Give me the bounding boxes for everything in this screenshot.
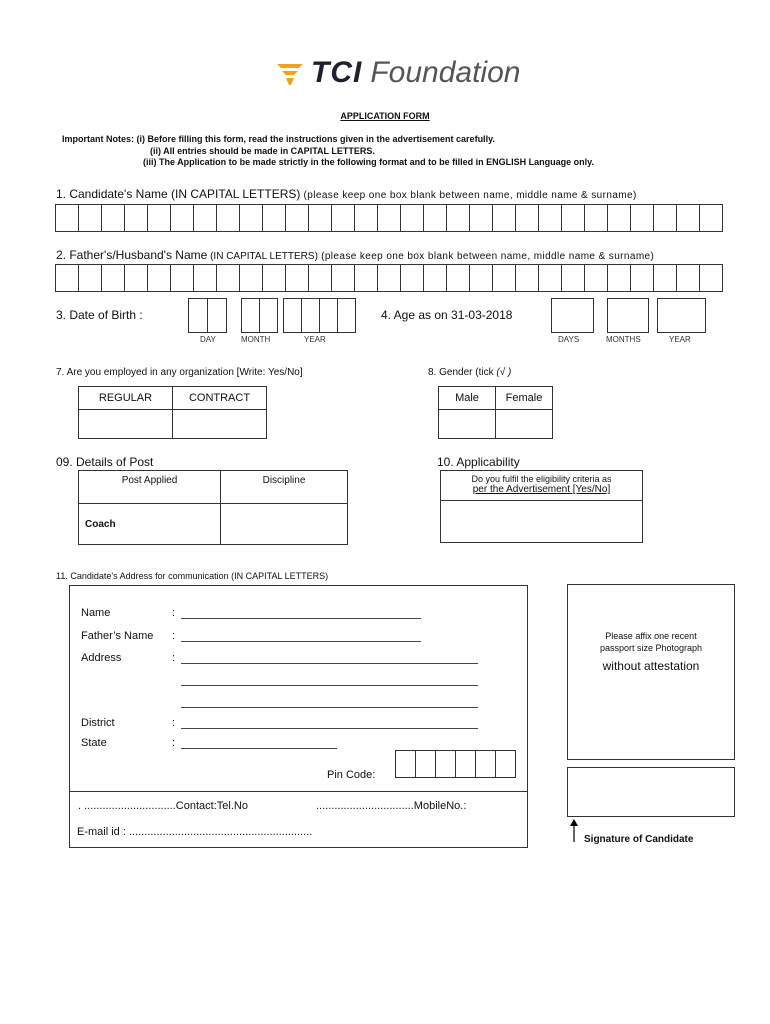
address-divider [69, 791, 528, 792]
addr-father-colon: : [172, 630, 176, 642]
dob-day-boxes[interactable] [188, 298, 226, 333]
char-box[interactable] [331, 204, 355, 232]
char-box[interactable] [308, 264, 332, 292]
name-field[interactable] [181, 606, 421, 619]
photo-text-3: without attestation [602, 659, 700, 673]
char-box[interactable] [446, 264, 470, 292]
age-days-label: DAYS [558, 335, 580, 344]
char-box[interactable] [101, 264, 125, 292]
discipline-cell[interactable] [221, 504, 348, 545]
state-field[interactable] [181, 736, 337, 749]
char-box[interactable] [446, 204, 470, 232]
applicability-text-1: Do you fulfil the eligibility criteria as [471, 474, 612, 484]
father-name-boxes[interactable] [55, 264, 722, 292]
char-box[interactable] [377, 264, 401, 292]
address-field-line-2[interactable] [181, 673, 478, 686]
q1-label-text: 1. Candidate's Name (IN CAPITAL LETTERS) [56, 187, 301, 201]
applicability-text-2: per the Advertisement [Yes/No] [472, 484, 611, 495]
char-box[interactable] [607, 264, 631, 292]
photo-text-2: passport size Photograph [599, 643, 703, 653]
char-box[interactable] [607, 204, 631, 232]
pin-code-label: Pin Code: [327, 769, 376, 781]
applicability-header [441, 471, 642, 501]
char-box[interactable] [630, 204, 654, 232]
applicability-answer-cell[interactable] [441, 501, 642, 542]
q4-label: 4. Age as on 31-03-2018 [381, 308, 513, 322]
addr-address-label: Address [81, 652, 122, 664]
dob-day-label: DAY [200, 335, 216, 344]
q1-hint: (please keep one box blank between name, middle name & surname) [300, 190, 637, 201]
char-box[interactable] [170, 204, 194, 232]
char-box[interactable] [492, 264, 516, 292]
age-months-label: MONTHS [606, 335, 641, 344]
q1-label [56, 187, 637, 201]
contact-mobile-label[interactable]: ................................MobileNo.: [316, 800, 467, 812]
q10-label: 10. Applicability [437, 455, 520, 469]
district-field[interactable] [181, 716, 478, 729]
email-label[interactable]: E-mail id : ............................................................ [77, 826, 313, 838]
addr-name-label: Name [81, 607, 111, 619]
char-box[interactable] [147, 264, 171, 292]
note-2: (ii) All entries should be made in CAPITAL LETTERS. [150, 146, 375, 156]
char-box[interactable] [285, 264, 309, 292]
dob-month-label: MONTH [241, 335, 271, 344]
char-box[interactable] [423, 264, 447, 292]
addr-state-label: State [81, 737, 107, 749]
char-box[interactable] [699, 264, 723, 292]
char-box[interactable] [515, 264, 539, 292]
discipline-header: Discipline [221, 471, 348, 504]
dob-month-boxes[interactable] [241, 298, 277, 333]
char-box[interactable] [676, 264, 700, 292]
char-box[interactable] [400, 264, 424, 292]
address-field-line-3[interactable] [181, 695, 478, 708]
employment-regular-header: REGULAR [79, 387, 173, 410]
employment-regular-cell[interactable] [79, 410, 173, 439]
char-box[interactable] [193, 264, 217, 292]
q9-label: 09. Details of Post [56, 455, 154, 469]
dob-year-label: YEAR [304, 335, 326, 344]
photo-text-1: Please affix one recent [605, 631, 697, 641]
char-box[interactable] [331, 264, 355, 292]
char-box[interactable] [676, 204, 700, 232]
q3-label: 3. Date of Birth : [56, 308, 143, 322]
addr-district-label: District [81, 717, 115, 729]
form-title: APPLICATION FORM [340, 111, 430, 121]
address-field-line-1[interactable] [181, 651, 478, 664]
age-days-box[interactable] [551, 298, 594, 333]
char-box[interactable] [492, 204, 516, 232]
age-months-box[interactable] [607, 298, 649, 333]
addr-state-colon: : [172, 737, 176, 749]
char-box[interactable] [170, 264, 194, 292]
applicability-box [440, 470, 643, 543]
signature-box[interactable] [567, 767, 735, 817]
q8-label-text: 8. Gender (tick [428, 367, 497, 378]
addr-name-colon: : [172, 607, 176, 619]
char-box[interactable] [193, 204, 217, 232]
photo-box[interactable] [567, 584, 735, 760]
logo-tci-text: TCI [311, 56, 363, 89]
q2-label-text: 2. Father's/Husband's Name [56, 248, 208, 262]
addr-district-colon: : [172, 717, 176, 729]
char-box[interactable] [538, 204, 562, 232]
logo-foundation-text: Foundation [370, 56, 521, 89]
char-box[interactable] [515, 204, 539, 232]
q2-caps: (IN CAPITAL LETTERS) [207, 251, 318, 262]
char-box[interactable] [469, 264, 493, 292]
signature-label: Signature of Candidate [584, 834, 694, 845]
pin-code-boxes[interactable] [395, 750, 515, 778]
addr-address-colon: : [172, 652, 176, 664]
char-box[interactable] [124, 204, 148, 232]
q7-label: 7. Are you employed in any organization [Write: Yes/No] [56, 367, 303, 378]
gender-female-header: Female [496, 387, 553, 410]
char-box[interactable] [239, 204, 263, 232]
employment-table [78, 386, 267, 439]
char-box[interactable] [561, 204, 585, 232]
post-coach-cell: Coach [79, 504, 221, 545]
char-box[interactable] [285, 204, 309, 232]
char-box[interactable] [101, 204, 125, 232]
char-box[interactable] [55, 204, 79, 232]
age-year-label: YEAR [669, 335, 691, 344]
char-box[interactable] [354, 204, 378, 232]
char-box[interactable] [653, 264, 677, 292]
gender-male-cell[interactable] [439, 410, 496, 439]
employment-contract-cell[interactable] [173, 410, 267, 439]
char-box[interactable] [538, 264, 562, 292]
char-box[interactable] [699, 204, 723, 232]
tci-logo [275, 55, 520, 91]
tci-logo-icon [275, 58, 305, 88]
char-box[interactable] [630, 264, 654, 292]
addr-father-label: Father’s Name [81, 630, 154, 642]
contact-tel-label[interactable]: . ..............................Contact:Tel.No [78, 800, 248, 812]
father-name-field[interactable] [181, 629, 421, 642]
arrow-up-icon [569, 819, 579, 843]
gender-male-header: Male [439, 387, 496, 410]
char-box[interactable] [584, 264, 608, 292]
char-box[interactable] [561, 264, 585, 292]
char-box[interactable] [78, 264, 102, 292]
post-details-table [78, 470, 348, 545]
char-box[interactable] [55, 264, 79, 292]
age-year-box[interactable] [657, 298, 706, 333]
gender-female-cell[interactable] [496, 410, 553, 439]
note-1: Important Notes: (i) Before filling this form, read the instructions given in the advertisement carefully. [62, 134, 495, 144]
q11-label: 11. Candidate's Address for communication (IN CAPITAL LETTERS) [56, 571, 329, 581]
char-box[interactable] [216, 204, 240, 232]
employment-contract-header: CONTRACT [173, 387, 267, 410]
char-box[interactable] [653, 204, 677, 232]
note-3: (iii) The Application to be made strictly in the following format and to be filled in ENGLISH Language only. [143, 157, 595, 167]
char-box[interactable] [262, 204, 286, 232]
q2-label [56, 248, 654, 262]
post-applied-header: Post Applied [79, 471, 221, 504]
candidate-name-boxes[interactable] [55, 204, 722, 232]
tick-mark: (√ ) [496, 367, 512, 378]
char-box[interactable] [147, 204, 171, 232]
char-box[interactable] [377, 204, 401, 232]
char-box[interactable] [262, 264, 286, 292]
char-box[interactable] [78, 204, 102, 232]
q8-label [428, 367, 511, 378]
char-box[interactable] [423, 204, 447, 232]
char-box[interactable] [584, 204, 608, 232]
gender-table [438, 386, 553, 439]
char-box[interactable] [216, 264, 240, 292]
char-box[interactable] [308, 204, 332, 232]
char-box[interactable] [239, 264, 263, 292]
char-box[interactable] [469, 204, 493, 232]
q2-hint: (please keep one box blank between name, middle name & surname) [317, 251, 655, 262]
char-box[interactable] [400, 204, 424, 232]
char-box[interactable] [124, 264, 148, 292]
char-box[interactable] [354, 264, 378, 292]
dob-year-boxes[interactable] [283, 298, 355, 333]
